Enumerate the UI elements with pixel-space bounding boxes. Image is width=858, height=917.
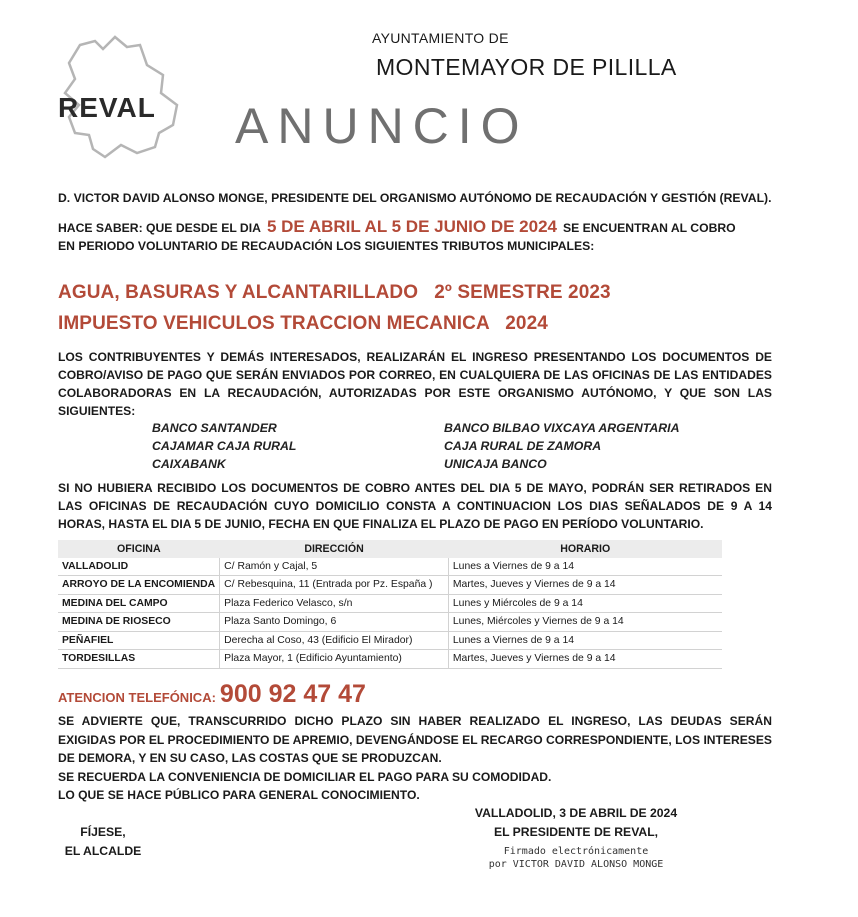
table-row: [58, 558, 722, 576]
horario-cell: Lunes a Viernes de 9 a 14: [448, 558, 722, 576]
retirada-text: SI NO HUBIERA RECIBIDO LOS DOCUMENTOS DE COBRO ANTES DEL DIA 5 DE MAYO, PODRÁN SER RETIRADOS EN LAS OFICINAS DE RECAUDACIÓN CUYO DOMICILIO CONSTA A CONTINUACION LOS DIAS SEÑALADOS DE 9 A 14 HORAS,: [58, 481, 772, 531]
paragraph-retirada: [58, 479, 772, 533]
publico-text: LO QUE SE HACE PÚBLICO PARA GENERAL CONOCIMIENTO.: [58, 788, 420, 802]
hace-saber-text: HACE SABER: QUE DESDE EL DIA: [58, 221, 261, 235]
municipio-name: MONTEMAYOR DE PILILLA: [376, 54, 677, 80]
table-row: [58, 631, 722, 650]
collection-dates: 5 DE ABRIL AL 5 DE JUNIO DE 2024: [266, 217, 557, 236]
table-row: [58, 576, 722, 595]
header-oficina: OFICINA: [58, 540, 220, 558]
retirada-deadline: HASTA EL DIA 5 DE JUNIO,: [108, 517, 265, 531]
table-row: [58, 594, 722, 613]
header-horario: HORARIO: [448, 540, 722, 558]
horario-cell: Lunes a Viernes de 9 a 14: [448, 631, 722, 650]
bank-item: CAIXABANK: [152, 457, 226, 471]
bank-item: BANCO SANTANDER: [152, 421, 277, 435]
retirada-tail: FECHA EN QUE FINALIZA EL PLAZO DE PAGO EN PERÍODO VOLUNTARIO.: [268, 517, 704, 531]
atencion-label: ATENCION TELEFÓNICA:: [58, 690, 216, 705]
tributo-vehiculos: IMPUESTO VEHICULOS TRACCION MECANICA 2024: [58, 313, 548, 334]
horario-cell: Lunes, Miércoles y Viernes de 9 a 14: [448, 613, 722, 632]
intro-line-2: [58, 217, 736, 237]
paragraph-contribuyentes: LOS CONTRIBUYENTES Y DEMÁS INTERESADOS, REALIZARÁN EL INGRESO PRESENTANDO LOS DOCUMENTOS DE COBRO/AVISO DE PAGO QUE SERÁN ENVIADOS POR CORREO, EN CUALQUIERA DE LAS OFICINAS DE LAS ENTIDADES COLABORADORAS EN LA RECAUDACIÓN, AUTORIZADAS POR ESTE ORGANISMO AUTÓNOMO, Y QUE SON LAS SIGUIENTES:: [58, 350, 772, 418]
atencion-telefonica: [58, 680, 366, 709]
signature-block: [466, 804, 686, 842]
intro-line-2-suffix: SE ENCUENTRAN AL COBRO: [562, 221, 736, 235]
domiciliar-text: SE RECUERDA LA CONVENIENCIA DE DOMICILIAR EL PAGO PARA SU COMODIDAD.: [58, 769, 552, 784]
paragraph-advertencia: [58, 712, 772, 805]
horario-cell: Lunes y Miércoles de 9 a 14: [448, 594, 722, 613]
electronic-signature: [466, 845, 686, 871]
ayuntamiento-label: AYUNTAMIENTO DE: [372, 30, 509, 46]
direccion-cell: C/ Rebesquina, 11 (Entrada por Pz. España ): [220, 576, 449, 595]
bank-item: CAJA RURAL DE ZAMORA: [444, 439, 602, 453]
horario-cell: Martes, Jueves y Viernes de 9 a 14: [448, 650, 722, 669]
firmado-line-2: por VICTOR DAVID ALONSO MONGE: [488, 859, 664, 870]
reval-logo: [55, 35, 190, 160]
direccion-cell: Derecha al Coso, 43 (Edificio El Mirador): [220, 631, 449, 650]
horario-cell: Martes, Jueves y Viernes de 9 a 14: [448, 576, 722, 595]
bank-item: CAJAMAR CAJA RURAL: [152, 439, 297, 453]
direccion-cell: Plaza Federico Velasco, s/n: [220, 594, 449, 613]
direccion-cell: Plaza Santo Domingo, 6: [220, 613, 449, 632]
oficinas-table: [58, 540, 722, 669]
intro-line-3: EN PERIODO VOLUNTARIO DE RECAUDACIÓN LOS SIGUIENTES TRIBUTOS MUNICIPALES:: [58, 239, 595, 253]
firmado-line-1: Firmado electrónicamente: [503, 846, 649, 857]
table-row: [58, 613, 722, 632]
fijese-block: [58, 823, 148, 861]
page-title: ANUNCIO: [235, 98, 529, 154]
oficina-cell: MEDINA DEL CAMPO: [58, 594, 220, 613]
oficina-cell: PEÑAFIEL: [58, 631, 220, 650]
oficina-cell: MEDINA DE RIOSECO: [58, 613, 220, 632]
direccion-cell: C/ Ramón y Cajal, 5: [220, 558, 449, 576]
alcalde-label: EL ALCALDE: [64, 844, 142, 858]
phone-number: 900 92 47 47: [219, 680, 366, 708]
oficina-cell: TORDESILLAS: [58, 650, 220, 669]
header-direccion: DIRECCIÓN: [220, 540, 449, 558]
advertencia-text: SE ADVIERTE QUE, TRANSCURRIDO DICHO PLAZO SIN HABER REALIZADO EL INGRESO, LAS DEUDAS SERÁN EXIGIDAS POR EL PROCEDIMIENTO DE APREMIO, DEVENGÁNDOSE EL RECARGO CORRESPONDIENTE, LOS INTERESES DE DEMORA, Y EN SU CASO, LAS COSTAS QUE SE PRODUZCAN.: [58, 714, 772, 765]
direccion-cell: Plaza Mayor, 1 (Edificio Ayuntamiento): [220, 650, 449, 669]
oficina-cell: VALLADOLID: [58, 558, 220, 576]
bank-item: UNICAJA BANCO: [444, 457, 547, 471]
signature-place-date: VALLADOLID, 3 DE ABRIL DE 2024: [474, 806, 678, 820]
fijese-label: FÍJESE,: [80, 825, 126, 839]
table-header-row: [58, 540, 722, 558]
bank-item: BANCO BILBAO VIXCAYA ARGENTARIA: [444, 421, 680, 435]
tributo-agua: AGUA, BASURAS Y ALCANTARILLADO 2º SEMESTRE 2023: [58, 282, 611, 303]
reval-wordmark: REVAL: [58, 92, 156, 123]
intro-line-1: D. VICTOR DAVID ALONSO MONGE, PRESIDENTE DEL ORGANISMO AUTÓNOMO DE RECAUDACIÓN Y GESTIÓN (REVAL).: [58, 191, 772, 205]
table-row: [58, 650, 722, 669]
oficina-cell: ARROYO DE LA ENCOMIENDA: [58, 576, 220, 595]
signature-role: EL PRESIDENTE DE REVAL,: [493, 825, 659, 839]
